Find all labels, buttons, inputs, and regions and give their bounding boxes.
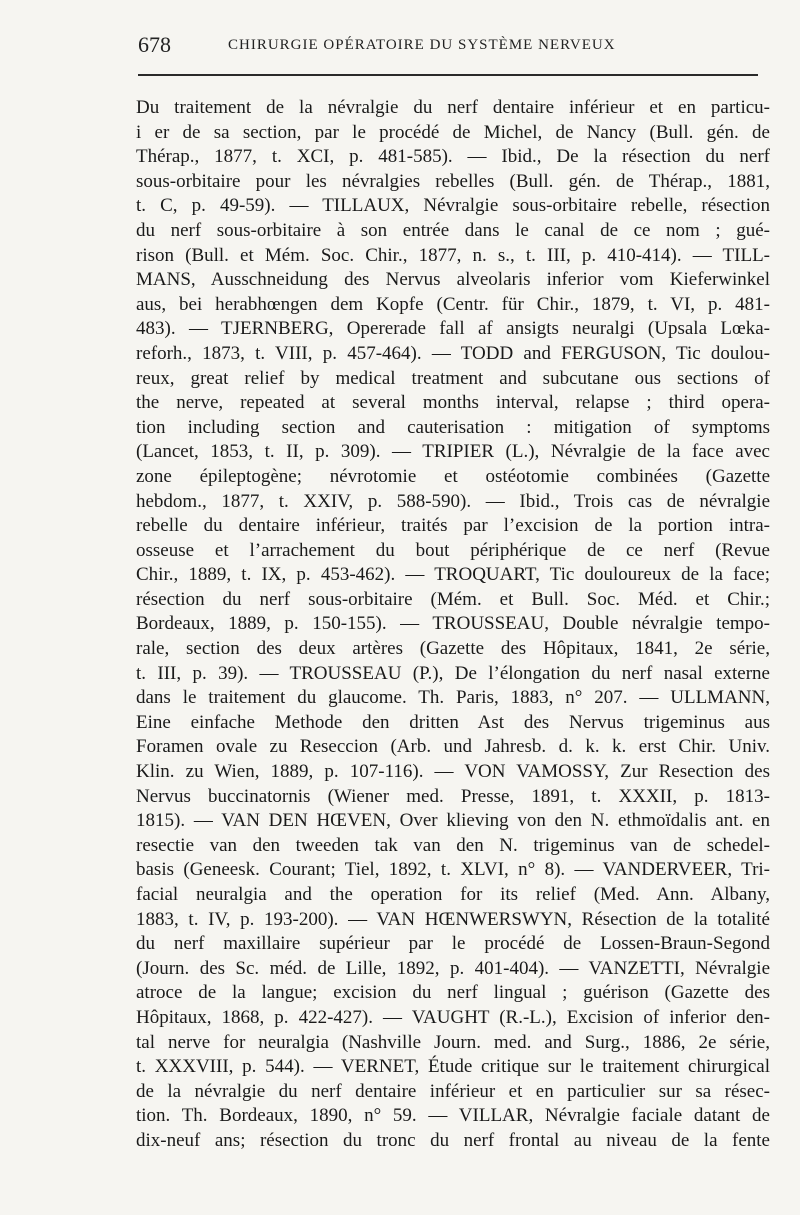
text-line: Thérap., 1877, t. XCI, p. 481-585). — Ibid., De la résection du nerf	[136, 146, 770, 168]
text-line: i er de sa section, par le procédé de Michel, de Nancy (Bull. gén. de	[136, 121, 770, 143]
text-line: t. C, p. 49-59). — TILLAUX, Névralgie sous-orbitaire rebelle, résection	[136, 195, 770, 217]
text-line: (Lancet, 1853, t. II, p. 309). — TRIPIER (L.), Névralgie de la face avec	[136, 441, 770, 463]
text-line: MANS, Ausschneidung des Nervus alveolaris inferior vom Kieferwinkel	[136, 269, 770, 291]
text-line: Hôpitaux, 1868, p. 422-427). — VAUGHT (R.-L.), Excision of inferior den-	[136, 1006, 770, 1028]
header-rule	[138, 74, 758, 76]
text-line: de la névralgie du nerf dentaire inférieur et en particulier sur sa résec-	[136, 1080, 770, 1102]
page-header	[138, 28, 770, 62]
text-line: Chir., 1889, t. IX, p. 453-462). — TROQUART, Tic douloureux de la face;	[136, 564, 770, 586]
text-line: rison (Bull. et Mém. Soc. Chir., 1877, n. s., t. III, p. 410-414). — TILL-	[136, 244, 770, 266]
text-line: basis (Geneesk. Courant; Tiel, 1892, t. XLVI, n° 8). — VANDERVEER, Tri-	[136, 859, 770, 881]
page-number: 678	[138, 32, 171, 57]
text-line: 483). — TJERNBERG, Opererade fall af ansigts neuralgi (Upsala Lœka-	[136, 318, 770, 340]
text-line: du nerf maxillaire supérieur par le procédé de Lossen-Braun-Segond	[136, 933, 770, 955]
text-line: zone épileptogène; névrotomie et ostéotomie combinées (Gazette	[136, 465, 770, 487]
text-line: dans le traitement du glaucome. Th. Paris, 1883, n° 207. — ULLMANN,	[136, 687, 770, 709]
text-line: du nerf sous-orbitaire à son entrée dans le canal de ce nom ; gué-	[136, 219, 770, 241]
text-line: résection du nerf sous-orbitaire (Mém. et Bull. Soc. Méd. et Chir.;	[136, 588, 770, 610]
text-line: Eine einfache Methode den dritten Ast des Nervus trigeminus aus	[136, 711, 770, 733]
text-line: tal nerve for neuralgia (Nashville Journ. med. and Surg., 1886, 2e série,	[136, 1031, 770, 1053]
text-line: sous-orbitaire pour les névralgies rebelles (Bull. gén. de Thérap., 1881,	[136, 170, 770, 192]
text-line: facial neuralgia and the operation for its relief (Med. Ann. Albany,	[136, 884, 770, 905]
text-line: resectie van den tweeden tak van den N. trigeminus van de schedel-	[136, 834, 770, 856]
text-line: atroce de la langue; excision du nerf lingual ; guérison (Gazette des	[136, 982, 770, 1004]
text-line: reforh., 1873, t. VIII, p. 457-464). — TODD and FERGUSON, Tic doulou-	[136, 342, 770, 364]
text-line: Bordeaux, 1889, p. 150-155). — TROUSSEAU, Double névralgie tempo-	[136, 613, 770, 635]
text-line: 1815). — VAN DEN HŒVEN, Over klieving von den N. ethmoïdalis ant. en	[136, 810, 770, 832]
text-line: (Journ. des Sc. méd. de Lille, 1892, p. 401-404). — VANZETTI, Névralgie	[136, 957, 770, 979]
text-line: 1883, t. IV, p. 193-200). — VAN HŒNWERSWYN, Résection de la totalité	[136, 908, 770, 930]
text-line: t. III, p. 39). — TROUSSEAU (P.), De l’élongation du nerf nasal externe	[136, 662, 770, 684]
text-line: rale, section des deux artères (Gazette des Hôpitaux, 1841, 2e série,	[136, 638, 770, 660]
bibliography-text	[136, 96, 770, 1154]
text-line: osseuse et l’arrachement du bout périphérique de ce nerf (Revue	[136, 539, 770, 561]
text-line: tion including section and cauterisation : mitigation of symptoms	[136, 416, 770, 438]
text-line: aus, bei herabhœngen dem Kopfe (Centr. für Chir., 1879, t. VI, p. 481-	[136, 293, 770, 315]
running-title: CHIRURGIE OPÉRATOIRE DU SYSTÈME NERVEUX	[228, 37, 616, 53]
text-line: Foramen ovale zu Reseccion (Arb. und Jahresb. d. k. k. erst Chir. Univ.	[136, 736, 770, 758]
text-line: tion. Th. Bordeaux, 1890, n° 59. — VILLAR, Névralgie faciale datant de	[136, 1105, 770, 1127]
text-line: the nerve, repeated at several months interval, relapse ; third opera-	[136, 392, 770, 414]
text-line: hebdom., 1877, t. XXIV, p. 588-590). — Ibid., Trois cas de névralgie	[136, 490, 770, 512]
text-line: rebelle du dentaire inférieur, traités par l’excision de la portion intra-	[136, 515, 770, 537]
text-line: t. XXXVIII, p. 544). — VERNET, Étude critique sur le traitement chirurgical	[136, 1056, 770, 1078]
text-line: Nervus buccinatornis (Wiener med. Presse, 1891, t. XXXII, p. 1813-	[136, 785, 770, 807]
text-line: reux, great relief by medical treatment and subcutane ous sections of	[136, 367, 770, 389]
text-line: dix-neuf ans; résection du tronc du nerf frontal au niveau de la fente	[136, 1129, 770, 1151]
text-line: Klin. zu Wien, 1889, p. 107-116). — VON VAMOSSY, Zur Resection des	[136, 761, 770, 783]
text-line: Du traitement de la névralgie du nerf dentaire inférieur et en particu-	[136, 97, 770, 118]
